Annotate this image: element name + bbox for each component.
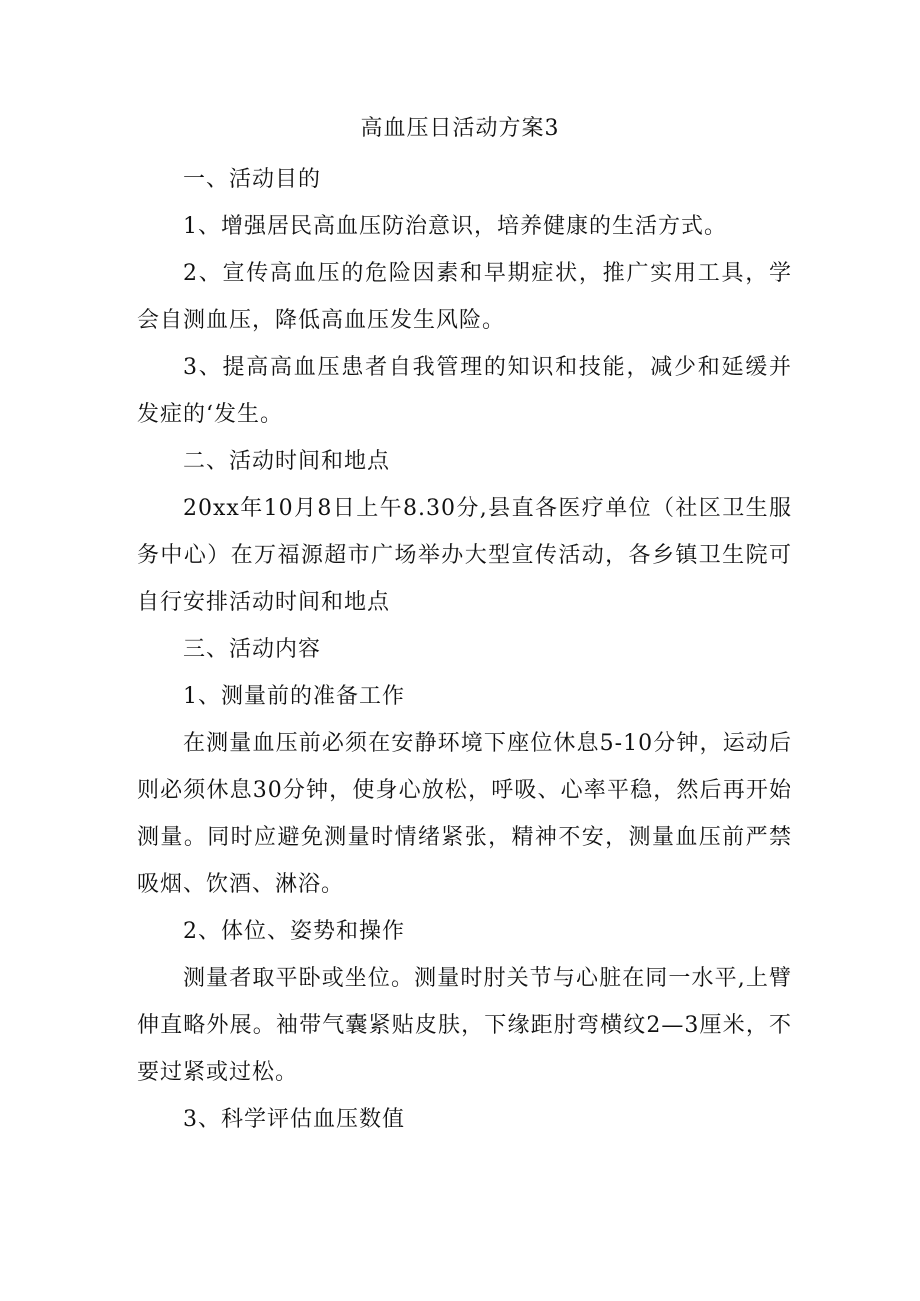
document-body bbox=[137, 156, 792, 1143]
subheading: 3、科学评估血压数值 bbox=[183, 1107, 405, 1132]
document-title: 高血压日活动方案3 bbox=[360, 116, 560, 141]
paragraph: 1、增强居民高血压防治意识，培养健康的生活方式。 bbox=[183, 214, 727, 239]
subheading: 1、测量前的准备工作 bbox=[183, 684, 405, 709]
paragraph: 在测量血压前必须在安静环境下座位休息5-10分钟，运动后则必须休息30分钟，使身心放松，呼吸、心率平稳，然后再开始测量。同时应避免测量时情绪紧张，精神不安，测量血压前严禁吸烟、饮酒、淋浴。 bbox=[137, 731, 792, 897]
section-heading-time-location: 二、活动时间和地点 bbox=[183, 449, 391, 474]
paragraph: 20xx年10月8日上午8.30分,县直各医疗单位（社区卫生服务中心）在万福源超市广场举办大型宣传活动，各乡镇卫生院可自行安排活动时间和地点 bbox=[137, 496, 792, 615]
subheading: 2、体位、姿势和操作 bbox=[183, 919, 405, 944]
paragraph: 测量者取平卧或坐位。测量时肘关节与心脏在同一水平,上臂伸直略外展。袖带气囊紧贴皮肤，下缘距肘弯横纹2—3厘米，不要过紧或过松。 bbox=[137, 966, 792, 1085]
paragraph: 2、宣传高血压的危险因素和早期症状，推广实用工具，学会自测血压，降低高血压发生风险。 bbox=[137, 261, 792, 333]
section-heading-purpose: 一、活动目的 bbox=[183, 167, 322, 192]
paragraph: 3、提高高血压患者自我管理的知识和技能，减少和延缓并发症的‘发生。 bbox=[137, 355, 792, 427]
section-heading-content: 三、活动内容 bbox=[183, 637, 322, 662]
